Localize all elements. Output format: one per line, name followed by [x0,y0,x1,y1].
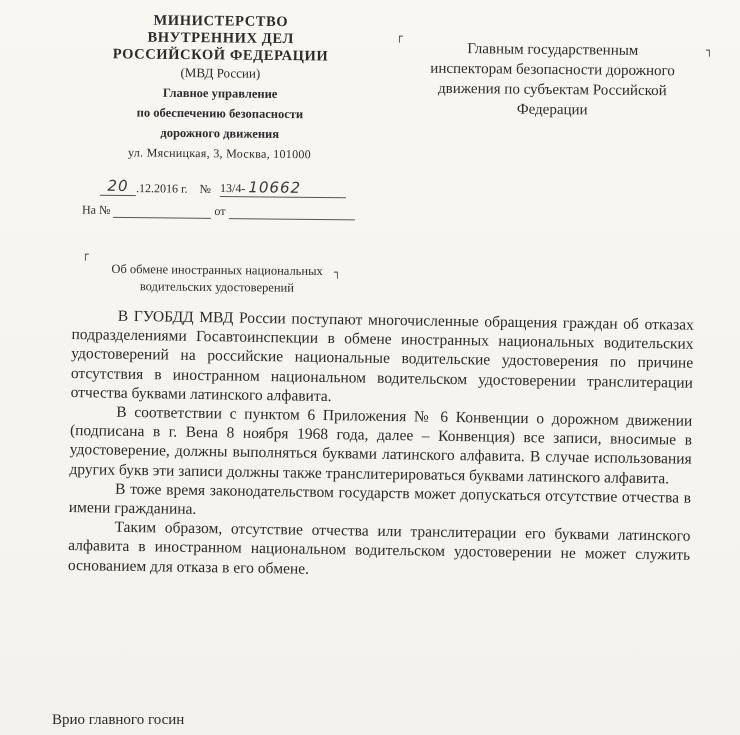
addressee-corner-left-icon: ┌ [396,30,403,43]
department-line-3: дорожного движения [160,125,280,141]
signoff-text: Врио главного госин [52,712,185,728]
na-number-label: На № [81,202,111,217]
subject-corner-left-icon: ┌ [82,248,89,261]
date-number-line [100,177,346,199]
subject-block [92,261,342,298]
addressee-line-2: инспекторам безопасности дорожного [430,60,675,80]
department-address: ул. Мясницкая, 3, Москва, 101000 [127,145,312,162]
subject-corner-right-icon: ┐ [334,266,341,279]
number-label: № [199,181,212,196]
ot-date-blank [228,203,354,220]
date-printed: .12.2016 г. [135,181,188,196]
ministry-name-line-3: РОССИЙСКОЙ ФЕДЕРАЦИИ [112,46,329,65]
addressee-line-4: Федерации [516,101,588,119]
ot-label: от [214,203,226,219]
letter-body [68,306,694,585]
letterhead [88,12,352,163]
body-paragraph-1: В ГУОБДД МВД России поступают многочисленные обращения граждан об отказах подразделениями Госавтоинспекции в обмене иностранных национальных водительских удостоверений на российские национальные водительские удостоверения по причине отсутствия в иностранном национальном водительском удостоверении транслитерации отчества буквами латинского алфавита. [70,307,694,405]
body-paragraph-3: В тоже время законодательством государств может допускаться отсутствие отчества в имени гражданина. [68,480,692,519]
subject-line-1: Об обмене иностранных национальных [111,261,323,279]
addressee-block [400,38,706,121]
subject-line-2: водительских удостоверений [139,279,295,295]
ministry-name-line-2: ВНУТРЕННИХ ДЕЛ [147,29,294,48]
reply-reference-line [82,202,355,221]
department-line-2: по обеспечению безопасности [136,105,304,122]
addressee-line-3: движения по субъектам Российской [437,80,667,100]
handwritten-date-day: 20 [107,176,129,196]
body-paragraph-4: Таким образом, отсутствие отчества или транслитерации его буквами латинского алфавита в иностранном национальном водительском удостоверении не может служить основанием для отказа в его обмене. [67,518,691,578]
department-line-1: Главное управление [162,85,278,101]
handwritten-number: 10662 [248,178,302,197]
ministry-name-line-1: МИНИСТЕРСТВО [153,12,289,31]
na-number-blank [113,202,211,219]
addressee-line-1: Главным государственным [467,41,639,59]
ministry-abbreviation: (МВД России) [180,64,261,81]
body-paragraph-2: В соответствии с пунктом 6 Приложения № 6 Конвенции о дорожном движении (подписана в г. Вена 8 ноября 1968 года, далее – Конвенция) все записи, вносимые в удостоверение, должны выполняться буквами латинского алфавита. В случае использования других букв эти записи должны также транслитерироваться буквами латинского алфавита. [69,403,693,488]
number-printed: 13/4- [219,180,246,196]
addressee-corner-right-icon: ┐ [706,44,713,57]
